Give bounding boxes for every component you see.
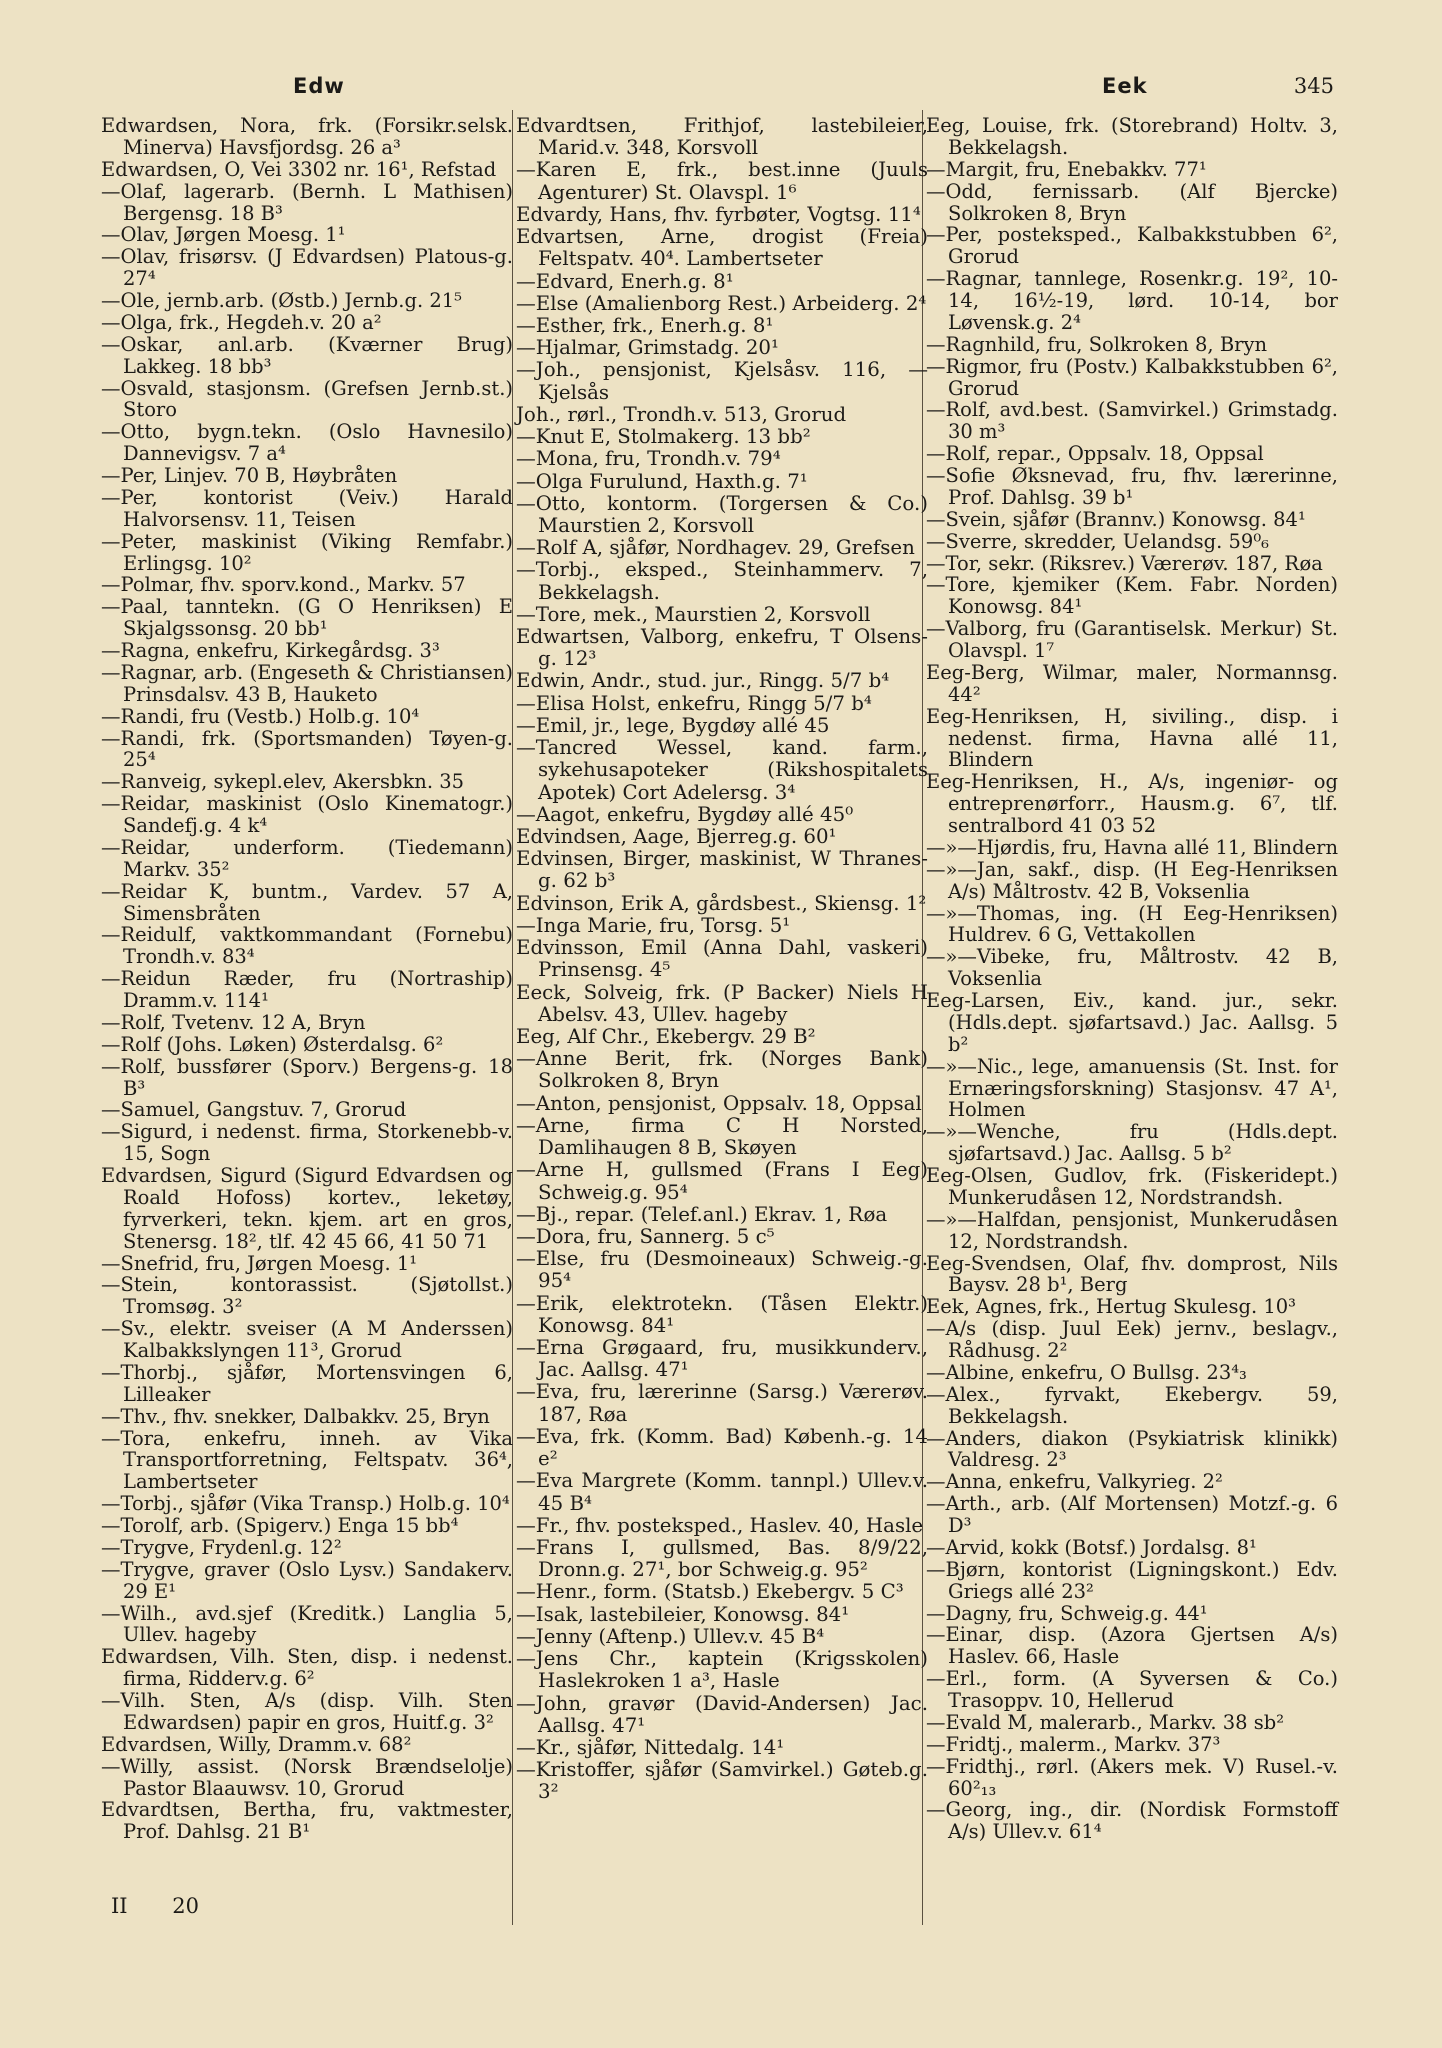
directory-entry: —Torolf, arb. (Spigerv.) Enga 15 bb⁴ xyxy=(101,1514,459,1537)
directory-entry: —Randi, fru (Vestb.) Holb.g. 10⁴ xyxy=(101,704,420,728)
page-number: 345 xyxy=(1293,74,1334,98)
directory-entry: —Snefrid, fru, Jørgen Moesg. 1¹ xyxy=(101,1251,418,1275)
directory-entry: Eeg-Larsen, Eiv., kand. jur., sekr. (Hdls.dept. sjøfartsavd.) Jac. Aallsg. 5 b² xyxy=(926,989,1338,1056)
directory-entry: —Reidar, underform. (Tiedemann) Markv. 35² xyxy=(101,835,513,881)
column-1 xyxy=(101,115,513,1843)
directory-entry: Edwartsen, Valborg, enkefru, T Olsens-g. 12³ xyxy=(516,625,928,671)
directory-entry: —Dora, fru, Sannerg. 5 c⁵ xyxy=(516,1224,775,1248)
directory-entry: —Frans I, gullsmed, Bas. 8/9/22, Dronn.g. 27¹, bor Schweig.g. 95² xyxy=(516,1536,928,1582)
directory-entry: —Elisa Holst, enkefru, Ringg 5/7 b⁴ xyxy=(516,691,872,715)
directory-entry: —Georg, ing., dir. (Nordisk Formstoff A/s) Ullev.v. 61⁴ xyxy=(926,1798,1338,1844)
directory-entry: Eeg-Berg, Wilmar, maler, Normannsg. 44² xyxy=(926,660,1338,706)
directory-entry: —Stein, kontorassist. (Sjøtollst.) Tromsøg. 3² xyxy=(101,1273,513,1319)
directory-entry: —Bj., repar. (Telef.anl.) Ekrav. 1, Røa xyxy=(516,1202,888,1226)
directory-entry: —Tore, mek., Maurstien 2, Korsvoll xyxy=(516,602,871,626)
directory-entry: —Thv., fhv. snekker, Dalbakkv. 25, Bryn xyxy=(101,1404,490,1428)
header-left-keyword: Edw xyxy=(293,74,345,98)
directory-entry: —Henr., form. (Statsb.) Ekebergv. 5 C³ xyxy=(516,1580,904,1604)
directory-entry: Eeg, Louise, frk. (Storebrand) Holtv. 3, Bekkelagsh. xyxy=(926,114,1338,159)
directory-entry: —»—Nic., lege, amanuensis (St. Inst. for Ernæringsforskning) Stasjonsv. 47 A¹, Holmen xyxy=(926,1054,1338,1122)
directory-entry: —Paal, tanntekn. (G O Henriksen) E Skjalgssonsg. 20 bb¹ xyxy=(101,595,513,641)
directory-entry: —Mona, fru, Trondh.v. 79⁴ xyxy=(516,447,781,471)
directory-entry: —Tora, enkefru, inneh. av Vika Transportforretning, Feltspatv. 36⁴, Lambertseter xyxy=(101,1426,513,1494)
directory-entry: —Ragnar, tannlege, Rosenkr.g. 19², 10-14, 16½-19, lørd. 10-14, bor Løvensk.g. 2⁴ xyxy=(926,267,1338,334)
directory-entry: —Rolf, bussfører (Sporv.) Bergens-g. 18 B³ xyxy=(101,1054,513,1100)
directory-entry: —Sv., elektr. sveiser (A M Anderssen) Kalbakkslyngen 11³, Grorud xyxy=(101,1317,513,1362)
directory-entry: —Reidun Ræder, fru (Nortraship) Dramm.v. 114¹ xyxy=(101,967,513,1012)
directory-entry: Eek, Agnes, frk., Hertug Skulesg. 10³ xyxy=(926,1295,1296,1319)
directory-entry: Edvardtsen, Bertha, fru, vaktmester, Prof. Dahlsg. 21 B¹ xyxy=(101,1798,513,1844)
directory-entry: —Rolf, repar., Oppsalv. 18, Oppsal xyxy=(926,442,1264,466)
directory-entry: Edvardy, Hans, fhv. fyrbøter, Vogtsg. 11⁴ xyxy=(516,202,921,226)
directory-entry: Edvartsen, Arne, drogist (Freia) Feltspatv. 40⁴. Lambertseter xyxy=(516,225,928,271)
directory-entry: —Knut E, Stolmakerg. 13 bb² xyxy=(516,425,811,449)
directory-entry: —Tore, kjemiker (Kem. Fabr. Norden) Konowsg. 84¹ xyxy=(926,573,1338,619)
directory-entry: —Per, kontorist (Veiv.) Harald Halvorsensv. 11, Teisen xyxy=(101,485,513,531)
directory-entry: —Arne, firma C H Norsted, Damlihaugen 8 B, Skøyen xyxy=(516,1113,928,1160)
directory-entry: —Else (Amalienborg Rest.) Arbeiderg. 2⁴ xyxy=(516,291,927,315)
directory-entry: —Olav, Jørgen Moesg. 1¹ xyxy=(101,223,346,247)
directory-entry: —Trygve, graver (Oslo Lysv.) Sandakerv. 29 E¹ xyxy=(101,1557,513,1603)
printer-signature: II xyxy=(111,1894,128,1918)
directory-entry: —Alex., fyrvakt, Ekebergv. 59, Bekkelagsh. xyxy=(926,1382,1338,1428)
directory-entry: Eeg-Henriksen, H., A/s, ingeniør- og entreprenørforr., Hausm.g. 6⁷, tlf. sentralbord 41 03 52 xyxy=(926,770,1338,837)
directory-entry: —Arth., arb. (Alf Mortensen) Motzf.-g. 6 D³ xyxy=(926,1492,1338,1537)
directory-entry: —Rolf, avd.best. (Samvirkel.) Grimstadg. 30 m³ xyxy=(926,398,1338,444)
directory-entry: —Kr., sjåfør, Nittedalg. 14¹ xyxy=(516,1735,785,1759)
directory-entry: —A/s (disp. Juul Eek) jernv., beslagv., Rådhusg. 2² xyxy=(926,1317,1338,1362)
directory-entry: —»—Hjørdis, fru, Havna allé 11, Blindern xyxy=(926,835,1339,859)
directory-entry: —Karen E, frk., best.inne (Juuls Agenturer) St. Olavspl. 1⁶ xyxy=(516,158,928,204)
directory-entry: —Esther, frk., Enerh.g. 8¹ xyxy=(516,313,774,337)
directory-entry: —Arvid, kokk (Botsf.) Jordalsg. 8¹ xyxy=(926,1535,1257,1559)
directory-entry: —Otto, bygn.tekn. (Oslo Havnesilo) Dannevigsv. 7 a⁴ xyxy=(101,420,513,466)
directory-entry: —Bjørn, kontorist (Ligningskont.) Edv. Griegs allé 23² xyxy=(926,1557,1338,1603)
directory-entry: —»—Jan, sakf., disp. (H Eeg-Henriksen A/s) Måltrostv. 42 B, Voksenlia xyxy=(926,857,1338,903)
directory-entry: Edvardtsen, Frithjof, lastebileier, Marid.v. 348, Korsvoll xyxy=(516,114,928,160)
directory-entry: Edwardsen, Vilh. Sten, disp. i nedenst. firma, Ridderv.g. 6² xyxy=(101,1645,513,1691)
directory-entry: —Joh., pensjonist, Kjelsåsv. 116, —Kjelsås xyxy=(516,358,928,404)
directory-entry: —John, gravør (David-Andersen) Jac. Aallsg. 47¹ xyxy=(516,1691,928,1737)
directory-entry: —Trygve, Frydenl.g. 12² xyxy=(101,1535,342,1559)
directory-entry: Eeck, Solveig, frk. (P Backer) Niels H Abelsv. 43, Ullev. hageby xyxy=(516,980,928,1026)
directory-entry: —Erna Grøgaard, fru, musikkunderv., Jac. Aallsg. 47¹ xyxy=(516,1336,928,1382)
directory-entry: Edvinson, Erik A, gårdsbest., Skiensg. 1² xyxy=(516,891,927,915)
header-center-keyword: Eek xyxy=(1102,74,1148,98)
directory-entry: —Vilh. Sten, A/s (disp. Vilh. Sten Edwardsen) papir en gros, Huitf.g. 3² xyxy=(101,1689,513,1734)
directory-entry: —Wilh., avd.sjef (Kreditk.) Langlia 5, Ullev. hageby xyxy=(101,1601,513,1647)
directory-entry: —»—Thomas, ing. (H Eeg-Henriksen) Huldrev. 6 G, Vettakollen xyxy=(926,901,1338,947)
directory-entry: —Reidar K, buntm., Vardev. 57 A, Simensbråten xyxy=(101,879,513,925)
directory-entry: —»—Wenche, fru (Hdls.dept. sjøfartsavd.) Jac. Aallsg. 5 b² xyxy=(926,1120,1338,1166)
directory-entry: —Torbj., eksped., Steinhammerv. 7, Bekkelagsh. xyxy=(516,558,928,604)
directory-entry: Eeg, Alf Chr., Ekebergv. 29 B² xyxy=(516,1024,816,1048)
directory-entry: —Willy, assist. (Norsk Brændselolje) Pastor Blaauwsv. 10, Grorud xyxy=(101,1754,513,1800)
directory-entry: —Osvald, stasjonsm. (Grefsen Jernb.st.) Storo xyxy=(101,376,513,422)
directory-entry: Eeg-Olsen, Gudlov, frk. (Fiskeridept.) Munkerudåsen 12, Nordstrandsh. xyxy=(926,1164,1338,1209)
column-3 xyxy=(926,115,1338,1843)
directory-entry: —Otto, kontorm. (Torgersen & Co.) Maurstien 2, Korsvoll xyxy=(516,491,928,537)
directory-entry: —Ranveig, sykepl.elev, Akersbkn. 35 xyxy=(101,770,465,794)
directory-entry: —Valborg, fru (Garantiselsk. Merkur) St. Olavspl. 1⁷ xyxy=(926,617,1338,662)
directory-entry: —Jenny (Aftenp.) Ullev.v. 45 B⁴ xyxy=(516,1624,825,1648)
directory-entry: —Randi, frk. (Sportsmanden) Tøyen-g. 25⁴ xyxy=(101,726,513,772)
directory-entry: Edwardsen, Nora, frk. (Forsikr.selsk. Minerva) Havsfjordsg. 26 a³ xyxy=(101,114,513,159)
directory-entry: —»—Halfdan, pensjonist, Munkerudåsen 12, Nordstrandsh. xyxy=(926,1207,1338,1253)
column-2 xyxy=(516,115,928,1804)
directory-entry: —Tancred Wessel, kand. farm., sykehusapoteker (Rikshospitalets Apotek) Cort Adelersg. 3⁴ xyxy=(516,736,928,804)
directory-entry: —Ole, jernb.arb. (Østb.) Jernb.g. 21⁵ xyxy=(101,289,462,312)
directory-entry: —Anton, pensjonist, Oppsalv. 18, Oppsal xyxy=(516,1091,922,1115)
directory-entry: —Else, fru (Desmoineaux) Schweig.-g. 95⁴ xyxy=(516,1247,928,1293)
directory-entry: —Aagot, enkefru, Bygdøy allé 45⁰ xyxy=(516,802,854,826)
directory-entry: —Polmar, fhv. sporv.kond., Markv. 57 xyxy=(101,573,466,597)
directory-entry: —Torbj., sjåfør (Vika Transp.) Holb.g. 10⁴ xyxy=(101,1492,510,1516)
directory-entry: —Rolf (Johs. Løken) Østerdalsg. 6² xyxy=(101,1032,444,1056)
directory-entry: —Eva, frk. (Komm. Bad) Københ.-g. 14 e² xyxy=(516,1424,928,1471)
directory-entry: —Per, posteksped., Kalbakkstubben 6², Grorud xyxy=(926,223,1338,269)
directory-entry: —Ragnar, arb. (Engeseth & Christiansen) Prinsdalsv. 43 B, Hauketo xyxy=(101,660,513,706)
directory-entry: —Anna, enkefru, Valkyrieg. 2² xyxy=(926,1470,1223,1494)
directory-entry: —Tor, sekr. (Riksrev.) Værerøv. 187, Røa xyxy=(926,551,1323,575)
directory-entry: —Sofie Øksnevad, fru, fhv. lærerinne, Prof. Dahlsg. 39 b¹ xyxy=(926,464,1338,509)
directory-entry: —Fridthj., rørl. (Akers mek. V) Rusel.-v. 60²₁₃ xyxy=(926,1754,1338,1800)
directory-entry: —Olga Furulund, Haxth.g. 7¹ xyxy=(516,469,808,493)
directory-entry: —Reidar, maskinist (Oslo Kinematogr.) Sandefj.g. 4 k⁴ xyxy=(101,792,513,837)
directory-entry: Edvardsen, Sigurd (Sigurd Edvardsen og Roald Hofoss) kortev., leketøy, fyrverkeri, tekn. kjem. art en gros, Stenersg. 18², tlf. 42 45 66, 41 50 71 xyxy=(101,1164,513,1253)
directory-entry: —Hjalmar, Grimstadg. 20¹ xyxy=(516,336,779,360)
directory-entry: —»—Vibeke, fru, Måltrostv. 42 B, Voksenlia xyxy=(926,945,1338,991)
directory-entry: —Sigurd, i nedenst. firma, Storkenebb-v. 15, Sogn xyxy=(101,1120,513,1166)
directory-entry: —Per, Linjev. 70 B, Høybråten xyxy=(101,464,398,487)
directory-entry: —Anne Berit, frk. (Norges Bank) Solkroken 8, Bryn xyxy=(516,1047,928,1093)
directory-entry: —Ragnhild, fru, Solkroken 8, Bryn xyxy=(926,332,1268,356)
directory-entry: Edwardsen, O, Vei 3302 nr. 16¹, Refstad xyxy=(101,157,497,181)
directory-entry: Edvindsen, Aage, Bjerreg.g. 60¹ xyxy=(516,825,837,848)
directory-entry: —Margit, fru, Enebakkv. 77¹ xyxy=(926,157,1207,181)
directory-entry: —Oskar, anl.arb. (Kværner Brug) Lakkeg. 18 bb³ xyxy=(101,332,513,378)
directory-entry: —Olga, frk., Hegdeh.v. 20 a² xyxy=(101,310,382,334)
directory-entry: Eeg-Svendsen, Olaf, fhv. domprost, Nils Baysv. 28 b¹, Berg xyxy=(926,1251,1338,1297)
directory-entry: —Olav, frisørsv. (J Edvardsen) Platous-g. 27⁴ xyxy=(101,245,513,291)
directory-entry: —Emil, jr., lege, Bygdøy allé 45 xyxy=(516,713,830,737)
directory-entry: —Jens Chr., kaptein (Krigsskolen) Haslekroken 1 a³, Hasle xyxy=(516,1647,928,1693)
directory-entry: —Anders, diakon (Psykiatrisk klinikk) Valdresg. 2³ xyxy=(926,1426,1338,1472)
directory-entry: —Rigmor, fru (Postv.) Kalbakkstubben 6², Grorud xyxy=(926,354,1338,400)
directory-entry: —Eva, fru, lærerinne (Sarsg.) Værerøv. 187, Røa xyxy=(516,1380,928,1426)
directory-entry: —Evald M, malerarb., Markv. 38 sb² xyxy=(926,1710,1285,1734)
directory-entry: —Erl., form. (A Syversen & Co.) Trasoppv. 10, Hellerud xyxy=(926,1667,1338,1712)
sheet-number: 20 xyxy=(172,1894,200,1918)
directory-entry: —Ragna, enkefru, Kirkegårdsg. 3³ xyxy=(101,639,440,662)
directory-entry: —Fr., fhv. posteksped., Haslev. 40, Hasle xyxy=(516,1513,924,1537)
directory-entry: —Dagny, fru, Schweig.g. 44¹ xyxy=(926,1601,1208,1625)
directory-entry: Edwin, Andr., stud. jur., Ringg. 5/7 b⁴ xyxy=(516,669,890,693)
directory-entry: —Sverre, skredder, Uelandsg. 59⁰₆ xyxy=(926,529,1269,553)
directory-entry: —Thorbj., sjåfør, Mortensvingen 6, Lilleaker xyxy=(101,1360,513,1406)
directory-entry: —Kristoffer, sjåfør (Samvirkel.) Gøteb.g. 3² xyxy=(516,1758,928,1804)
directory-entry: —Fridtj., malerm., Markv. 37³ xyxy=(926,1732,1221,1756)
directory-entry: —Rolf, Tvetenv. 12 A, Bryn xyxy=(101,1010,366,1034)
directory-entry: —Peter, maskinist (Viking Remfabr.) Erlingsg. 10² xyxy=(101,529,513,575)
directory-entry: —Eva Margrete (Komm. tannpl.) Ullev.v. 45 B⁴ xyxy=(516,1469,928,1515)
directory-entry: —Edvard, Enerh.g. 8¹ xyxy=(516,269,734,293)
directory-entry: —Svein, sjåfør (Brannv.) Konowsg. 84¹ xyxy=(926,507,1306,531)
directory-entry: —Isak, lastebileier, Konowsg. 84¹ xyxy=(516,1602,850,1626)
directory-entry: —Arne H, gullsmed (Frans I Eeg) Schweig.g. 95⁴ xyxy=(516,1158,928,1204)
directory-entry: —Samuel, Gangstuv. 7, Grorud xyxy=(101,1098,407,1122)
directory-entry: —Erik, elektrotekn. (Tåsen Elektr.) Konowsg. 84¹ xyxy=(516,1291,928,1337)
directory-entry: Edvinsson, Emil (Anna Dahl, vaskeri) Prinsensg. 4⁵ xyxy=(516,936,928,982)
directory-entry: —Albine, enkefru, O Bullsg. 23⁴₃ xyxy=(926,1360,1247,1384)
directory-entry: —Einar, disp. (Azora Gjertsen A/s) Haslev. 66, Hasle xyxy=(926,1623,1338,1669)
directory-entry: —Rolf A, sjåfør, Nordhagev. 29, Grefsen xyxy=(516,536,915,560)
directory-entry: Eeg-Henriksen, H, siviling., disp. i nedenst. firma, Havna allé 11, Blindern xyxy=(926,704,1338,772)
directory-entry: Edvinsen, Birger, maskinist, W Thranes-g. 62 b³ xyxy=(516,847,928,893)
directory-entry: —Inga Marie, fru, Torsg. 5¹ xyxy=(516,913,791,937)
directory-entry: —Olaf, lagerarb. (Bernh. L Mathisen) Bergensg. 18 B³ xyxy=(101,179,513,225)
directory-entry: —Odd, fernissarb. (Alf Bjercke) Solkroken 8, Bryn xyxy=(926,179,1338,225)
directory-entry: Joh., rørl., Trondh.v. 513, Grorud xyxy=(516,402,847,426)
directory-entry: Edvardsen, Willy, Dramm.v. 68² xyxy=(101,1732,412,1756)
directory-entry: —Reidulf, vaktkommandant (Fornebu) Trondh.v. 83⁴ xyxy=(101,923,513,969)
page-footer xyxy=(111,1894,237,1918)
